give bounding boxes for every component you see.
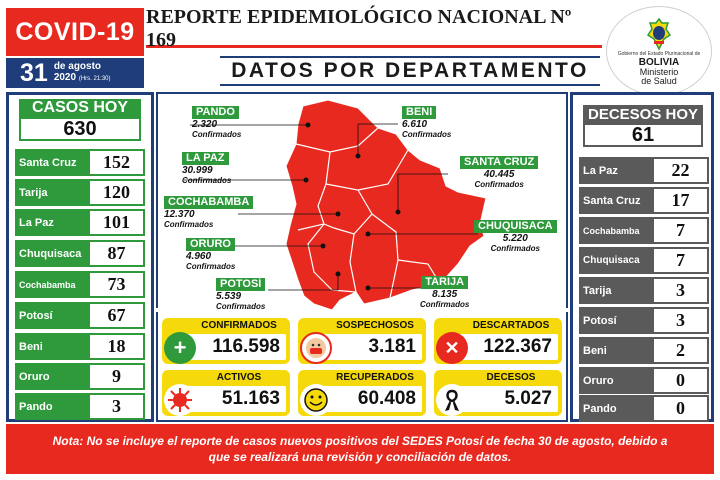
dept-value: 2 (652, 337, 709, 364)
dept-name: Oruro (15, 363, 88, 390)
dept-name: La Paz (579, 157, 652, 184)
map-label-beni (402, 102, 451, 139)
page-subtitle: DATOS POR DEPARTAMENTO (220, 56, 600, 86)
logo-ministry-line1: Ministerio (639, 66, 679, 77)
decesos-row (579, 187, 709, 214)
dept-name: Cochabamba (15, 271, 88, 298)
casos-row (15, 149, 145, 176)
virus-icon (164, 384, 196, 416)
masked-face-icon (300, 332, 332, 364)
map-label-oruro (186, 234, 235, 271)
map-confirmed-label: Confirmados (474, 180, 524, 189)
map-dept-name: TARIJA (421, 276, 468, 289)
smiley-icon (300, 384, 332, 416)
stat-descartados (434, 318, 562, 364)
map-dept-name: LA PAZ (182, 152, 229, 165)
map-dept-value: 2.320 (192, 119, 218, 130)
stat-recuperados (298, 370, 426, 416)
decesos-row (579, 367, 709, 394)
stat-value: 116.598 (172, 332, 288, 362)
date-day: 31 (20, 58, 48, 87)
map-dept-name: BENI (402, 106, 436, 119)
casos-row (15, 209, 145, 236)
dept-name: Oruro (579, 367, 652, 394)
map-dept-value: 6.610 (402, 119, 428, 130)
dept-value: 87 (88, 240, 145, 267)
department-map-panel (156, 92, 568, 311)
dept-name: Tarija (15, 179, 88, 206)
mourning-ribbon-icon (436, 384, 468, 416)
stat-label: RECUPERADOS (326, 370, 424, 384)
stat-sospechosos (298, 318, 426, 364)
map-confirmed-label: Confirmados (420, 300, 470, 309)
stat-label: DECESOS (462, 370, 560, 384)
coat-of-arms-icon (644, 17, 674, 51)
logo-ministry-line2: de Salud (641, 75, 677, 86)
map-dept-value: 40.445 (483, 169, 515, 180)
dept-name: Pando (579, 395, 652, 422)
map-dept-name: ORURO (186, 238, 235, 251)
map-dept-name: COCHABAMBA (164, 196, 253, 209)
casos-hoy-panel (6, 92, 154, 422)
dept-value: 3 (88, 393, 145, 420)
dept-value: 17 (652, 187, 709, 214)
map-label-cochabamba (164, 192, 253, 229)
map-confirmed-label: Confirmados (402, 130, 452, 139)
casos-row (15, 393, 145, 420)
casos-hoy-title: CASOS HOY (19, 99, 141, 117)
dept-name: Beni (579, 337, 652, 364)
dept-name: Potosí (579, 307, 652, 334)
map-dept-value: 5.539 (216, 291, 242, 302)
stat-value: 5.027 (444, 384, 560, 414)
logo-gov-text: Gobierno del Estado Plurinacional de (617, 50, 701, 57)
dept-name: Chuquisaca (15, 240, 88, 267)
stat-activos (162, 370, 290, 416)
date-text (54, 61, 111, 85)
map-label-tarija (420, 272, 469, 309)
dept-name: Chuquisaca (579, 247, 652, 274)
stat-label: SOSPECHOSOS (326, 318, 424, 332)
stat-value: 60.408 (308, 384, 424, 414)
logo-ministry (640, 68, 679, 86)
map-dept-value: 5.220 (502, 233, 528, 244)
cross-icon: ✕ (436, 332, 468, 364)
dept-value: 0 (652, 395, 709, 422)
dept-value: 9 (88, 363, 145, 390)
map-confirmed-label: Confirmados (164, 220, 214, 229)
casos-row (15, 271, 145, 298)
logo-country: BOLIVIA (638, 56, 680, 68)
dept-value: 152 (88, 149, 145, 176)
decesos-row (579, 395, 709, 422)
date-hours: (Hrs. 21:30) (78, 76, 111, 82)
covid-badge: COVID-19 (6, 8, 144, 56)
stat-confirmados (162, 318, 290, 364)
map-dept-name: PANDO (192, 106, 239, 119)
map-dept-name: CHUQUISACA (474, 220, 557, 233)
plus-icon: + (164, 332, 196, 364)
dept-name: Tarija (579, 277, 652, 304)
stat-value: 122.367 (444, 332, 560, 362)
dept-value: 120 (88, 179, 145, 206)
stat-label: ACTIVOS (190, 370, 288, 384)
map-label-santacruz (460, 152, 538, 189)
map-dept-value: 4.960 (186, 251, 212, 262)
stat-decesos (434, 370, 562, 416)
stat-value: 51.163 (172, 384, 288, 414)
dept-name: Pando (15, 393, 88, 420)
page-title: REPORTE EPIDEMIOLÓGICO NACIONAL Nº 169 (146, 12, 602, 48)
map-dept-value: 8.135 (432, 289, 458, 300)
decesos-hoy-total: 61 (583, 123, 703, 147)
dept-name: La Paz (15, 209, 88, 236)
casos-row (15, 179, 145, 206)
map-confirmed-label: Confirmados (490, 244, 540, 253)
decesos-hoy-title: DECESOS HOY (583, 105, 703, 123)
casos-row (15, 363, 145, 390)
dept-name: Potosí (15, 302, 88, 329)
ministry-logo (606, 6, 712, 96)
dept-value: 73 (88, 271, 145, 298)
stat-label: CONFIRMADOS (190, 318, 288, 332)
map-dept-value: 12.370 (164, 209, 195, 220)
map-label-potosi (216, 274, 265, 311)
map-confirmed-label: Confirmados (192, 130, 242, 139)
dept-value: 3 (652, 307, 709, 334)
dept-name: Beni (15, 333, 88, 360)
stat-label: DESCARTADOS (462, 318, 560, 332)
dept-value: 7 (652, 247, 709, 274)
dept-value: 0 (652, 367, 709, 394)
map-dept-name: SANTA CRUZ (460, 156, 538, 169)
map-label-chuquisaca (474, 216, 557, 253)
dept-value: 101 (88, 209, 145, 236)
map-dept-value: 30.999 (182, 165, 213, 176)
dept-value: 3 (652, 277, 709, 304)
map-dept-name: POTOSÍ (216, 278, 265, 291)
map-confirmed-label: Confirmados (186, 262, 236, 271)
dept-name: Santa Cruz (579, 187, 652, 214)
map-label-pando (192, 102, 241, 139)
stat-value: 3.181 (308, 332, 424, 362)
dept-value: 22 (652, 157, 709, 184)
decesos-row (579, 307, 709, 334)
casos-row (15, 333, 145, 360)
map-confirmed-label: Confirmados (182, 176, 232, 185)
dept-name: Santa Cruz (15, 149, 88, 176)
dept-value: 7 (652, 217, 709, 244)
casos-hoy-total: 630 (19, 117, 141, 141)
dept-value: 18 (88, 333, 145, 360)
date-year: 2020 (53, 72, 77, 83)
decesos-hoy-panel (570, 92, 714, 422)
date-month: de agosto (53, 61, 102, 72)
dept-value: 67 (88, 302, 145, 329)
decesos-row (579, 337, 709, 364)
dept-name: Cochabamba (579, 217, 652, 244)
national-stats-panel (156, 312, 568, 422)
footer-note: Nota: No se incluye el reporte de casos nuevos positivos del SEDES Potosí de fecha 30 de agosto, debido a que se realizará una revisión y conciliación de datos. (6, 424, 714, 474)
casos-row (15, 240, 145, 267)
map-label-lapaz (182, 148, 231, 185)
map-confirmed-label: Confirmados (216, 302, 266, 311)
casos-row (15, 302, 145, 329)
decesos-row (579, 157, 709, 184)
decesos-row (579, 217, 709, 244)
decesos-row (579, 247, 709, 274)
decesos-row (579, 277, 709, 304)
report-date (6, 58, 144, 88)
